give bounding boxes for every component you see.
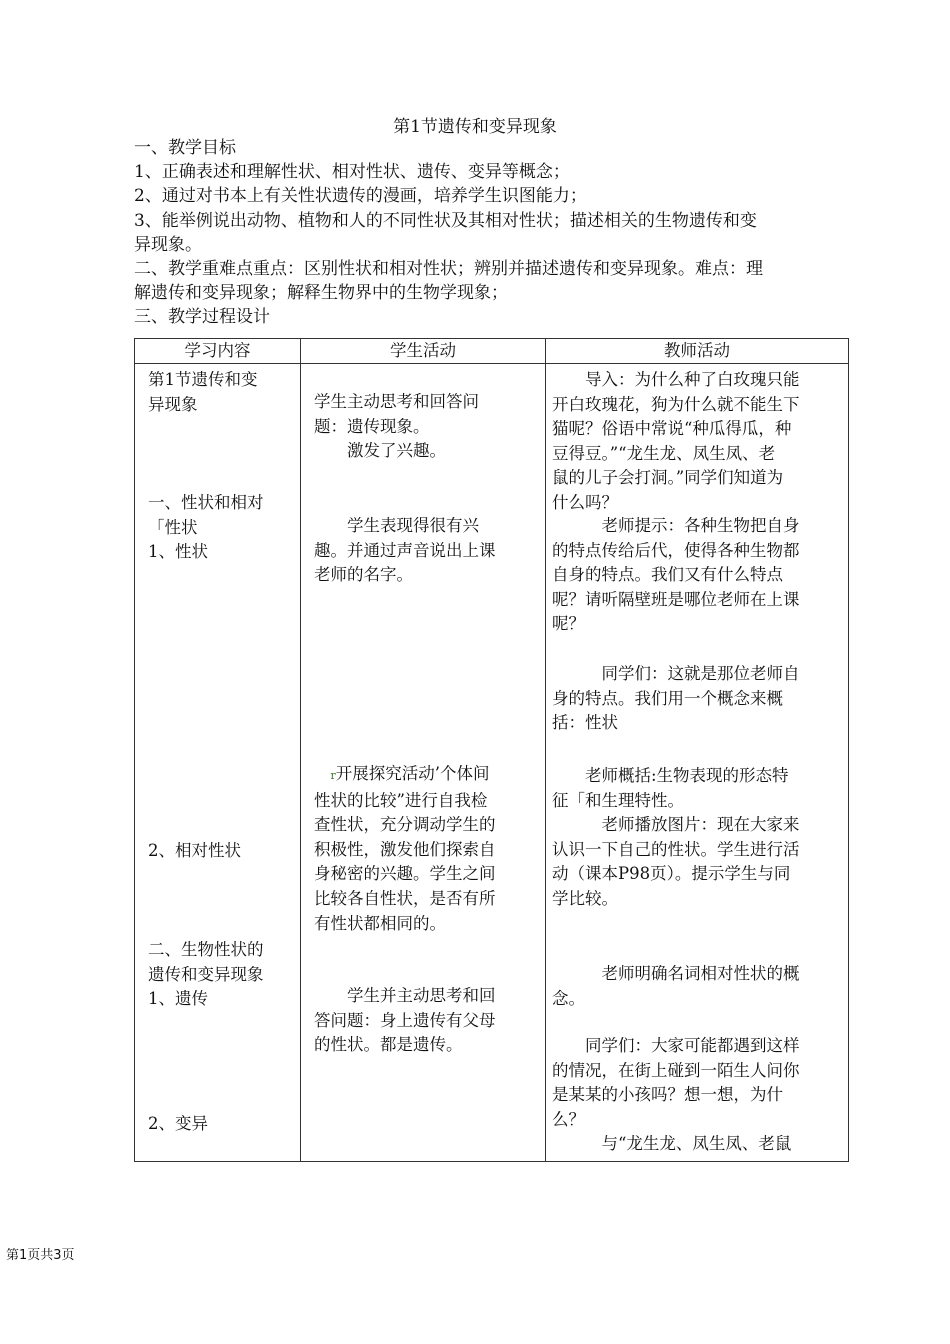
- student-line: 学生主动思考和回答问: [314, 392, 479, 411]
- teacher-line: 呢？请听隔壁班是哪位老师在上课: [552, 589, 800, 609]
- student-line: 趣。并通过声音说出上课: [314, 540, 496, 560]
- teacher-block: [552, 662, 800, 736]
- teacher-line: 念。: [552, 988, 585, 1008]
- teacher-line: 开白玫瑰花，狗为什么就不能生下: [552, 394, 800, 414]
- section-heading-objectives: 一、教学目标: [134, 138, 236, 158]
- content-block: [148, 491, 264, 565]
- page-title: 第1节遗传和变异现象: [393, 117, 557, 137]
- student-line: 比较各自性状，是否有所: [314, 888, 496, 908]
- teacher-line: 老师概括:生物表现的形态特: [552, 766, 789, 785]
- teacher-line: 是某某的小孩吗？想一想，为什: [552, 1085, 783, 1105]
- teacher-line: 自身的特点。我们又有什么特点: [552, 565, 783, 585]
- table-header-row: [135, 339, 849, 364]
- content-line: 2、相对性状: [148, 841, 241, 860]
- key-points-line: 解遗传和变异现象；解释生物界中的生物学现象；: [134, 283, 508, 304]
- page-footer: 第1页共3页: [6, 1248, 75, 1263]
- header-student-activity: 学生活动: [301, 339, 546, 364]
- teacher-line: 什么吗？: [552, 492, 618, 512]
- teacher-line: 身的特点。我们用一个概念来概: [552, 688, 783, 708]
- teacher-line: 老师提示：各种生物把自身: [552, 516, 800, 535]
- student-line: 学生表现得很有兴: [314, 516, 479, 535]
- content-line: 1、遗传: [148, 989, 208, 1009]
- teacher-block: [552, 368, 800, 516]
- teacher-line: 动（课本P98页）。提示学生与同: [552, 864, 791, 884]
- teacher-line: 学比较。: [552, 888, 618, 908]
- table-row: [135, 364, 849, 1162]
- student-line: 有性状都相同的。: [314, 913, 446, 933]
- teacher-line: 同学们：大家可能都遇到这样: [552, 1036, 800, 1055]
- student-line-text: 开展探究活动’个体间: [335, 764, 490, 783]
- teacher-line: 征「和生理特性。: [552, 790, 684, 810]
- student-line: 答问题：身上遗传有父母: [314, 1010, 496, 1030]
- teacher-line: 鼠的儿子会打洞。”同学们知道为: [552, 468, 784, 488]
- teacher-block: [552, 514, 800, 637]
- content-line: 第1节遗传和变: [148, 370, 258, 389]
- student-line: 积极性，激发他们探索自: [314, 839, 496, 859]
- content-line: 1、性状: [148, 542, 208, 562]
- objective-line: 1、正确表述和理解性状、相对性状、遗传、变异等概念；: [134, 162, 570, 183]
- teacher-line: 呢？: [552, 614, 585, 634]
- student-block: [314, 514, 496, 588]
- section-heading-process: 三、教学过程设计: [134, 307, 270, 328]
- student-block: [314, 762, 496, 936]
- student-line: 老师的名字。: [314, 565, 413, 585]
- teacher-block: [552, 962, 800, 1011]
- content-line: 二、生物性状的: [148, 940, 264, 959]
- objective-line: 3、能举例说出动物、植物和人的不同性状及其相对性状；描述相关的生物遗传和变: [134, 210, 757, 231]
- student-line: 激发了兴趣。: [314, 441, 446, 461]
- key-points-line: 二、教学重难点重点：区别性状和相对性状；辨别并描述遗传和变异现象。难点：理: [134, 259, 763, 280]
- content-line: 异现象: [148, 394, 198, 414]
- teacher-line: 同学们：这就是那位老师自: [552, 664, 800, 683]
- student-line: 题：遗传现象。: [314, 416, 430, 436]
- cell-teacher-activity: [546, 364, 849, 1162]
- content-line: 一、性状和相对: [148, 493, 264, 512]
- lesson-plan-table: [134, 338, 849, 1162]
- teacher-line: 豆得豆。”“龙生龙、凤生凤、老: [552, 443, 776, 463]
- objective-line: 异现象。: [134, 234, 202, 255]
- student-line: [314, 762, 496, 789]
- student-line: 查性状，充分调动学生的: [314, 815, 496, 835]
- content-line: 2、变异: [148, 1114, 208, 1133]
- teacher-line: 认识一下自己的性状。学生进行活: [552, 839, 800, 859]
- cell-learning-content: [135, 364, 301, 1162]
- student-line: 身秘密的兴趣。学生之间: [314, 864, 496, 884]
- content-line: 「性状: [148, 517, 198, 537]
- teacher-line: 的情况，在街上碰到一陌生人问你: [552, 1060, 800, 1080]
- teacher-line: 导入：为什么种了白玫瑰只能: [552, 370, 800, 389]
- teacher-line: 老师播放图片：现在大家来: [552, 815, 800, 835]
- teacher-block: [552, 1034, 800, 1157]
- cell-student-activity: [301, 364, 546, 1162]
- document-body: [134, 136, 848, 330]
- student-line: 性状的比较”进行自我检: [314, 790, 488, 810]
- content-block: [148, 1112, 208, 1137]
- teacher-line: 与“龙生龙、凤生凤、老鼠: [552, 1134, 792, 1154]
- teacher-line: 的特点传给后代，使得各种生物都: [552, 540, 800, 560]
- student-line: 学生并主动思考和回: [314, 986, 496, 1005]
- teacher-line: 括：性状: [552, 713, 618, 733]
- student-block: [314, 984, 496, 1058]
- teacher-block: [552, 764, 800, 912]
- header-learning-content: 学习内容: [135, 339, 301, 364]
- stray-mark: r: [330, 769, 336, 782]
- objective-line: 2、通过对书本上有关性状遗传的漫画，培养学生识图能力；: [134, 186, 587, 207]
- content-block: [148, 839, 241, 864]
- content-block: [148, 938, 264, 1012]
- teacher-line: 老师明确名词相对性状的概: [552, 964, 800, 983]
- student-line: 的性状。都是遗传。: [314, 1035, 463, 1055]
- teacher-line: 猫呢？俗语中常说“种瓜得瓜，种: [552, 419, 792, 439]
- content-line: 遗传和变异现象: [148, 964, 264, 984]
- content-block: [148, 368, 258, 417]
- student-block: [314, 390, 479, 464]
- teacher-line: 么？: [552, 1109, 585, 1129]
- header-teacher-activity: 教师活动: [546, 339, 849, 364]
